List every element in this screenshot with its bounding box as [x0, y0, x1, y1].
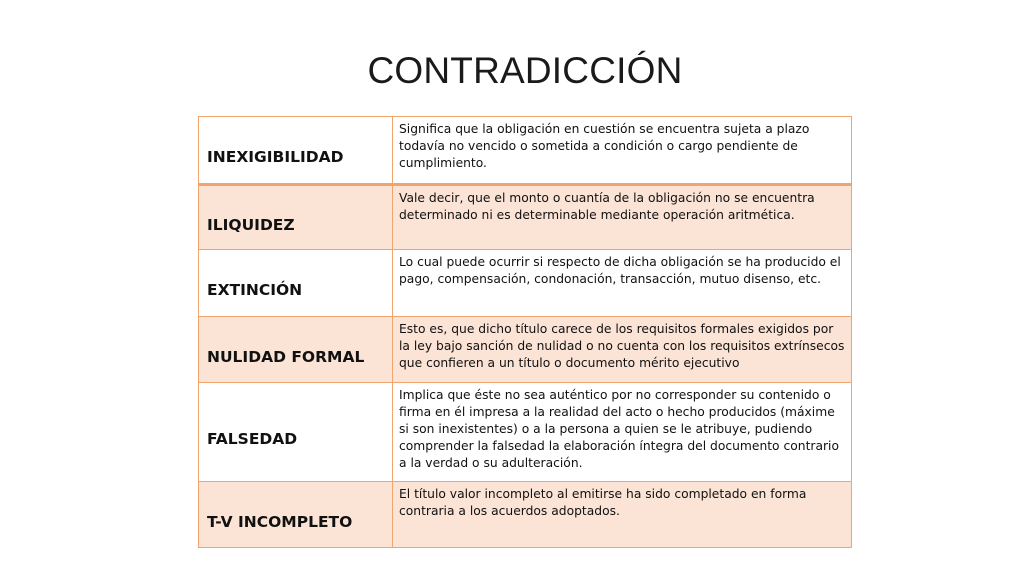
table-row	[199, 317, 852, 383]
row-term: INEXIGIBILIDAD	[199, 117, 393, 185]
row-term: T-V INCOMPLETO	[199, 482, 393, 548]
row-term: EXTINCIÓN	[199, 250, 393, 317]
row-description: Implica que éste no sea auténtico por no corresponder su contenido o firma en él impresa a la realidad del acto o hecho producidos (máxime si son inexistentes) o a la persona a quien se le atribuye, pudiendo comprender la falsedad la elaboración íntegra del documento contrario a la verdad o su adulteración.	[393, 383, 852, 482]
table-row	[199, 185, 852, 250]
table-row	[199, 250, 852, 317]
row-description: Vale decir, que el monto o cuantía de la obligación no se encuentra determinado ni es determinable mediante operación aritmética.	[393, 185, 852, 250]
row-description: El título valor incompleto al emitirse ha sido completado en forma contraria a los acuerdos adoptados.	[393, 482, 852, 548]
slide-title: CONTRADICCIÓN	[367, 50, 683, 91]
contradiction-table	[198, 116, 852, 548]
row-description: Esto es, que dicho título carece de los requisitos formales exigidos por la ley bajo sanción de nulidad o no cuenta con los requisitos extrínsecos que confieren a un título o documento mérito ejecutivo	[393, 317, 852, 383]
row-term: FALSEDAD	[199, 383, 393, 482]
table-row	[199, 117, 852, 185]
table-row	[199, 383, 852, 482]
row-term: NULIDAD FORMAL	[199, 317, 393, 383]
row-description: Lo cual puede ocurrir si respecto de dicha obligación se ha producido el pago, compensación, condonación, transacción, mutuo disenso, etc.	[393, 250, 852, 317]
row-description: Significa que la obligación en cuestión se encuentra sujeta a plazo todavía no vencido o sometida a condición o cargo pendiente de cumplimiento.	[393, 117, 852, 185]
row-term: ILIQUIDEZ	[199, 185, 393, 250]
table-row	[199, 482, 852, 548]
